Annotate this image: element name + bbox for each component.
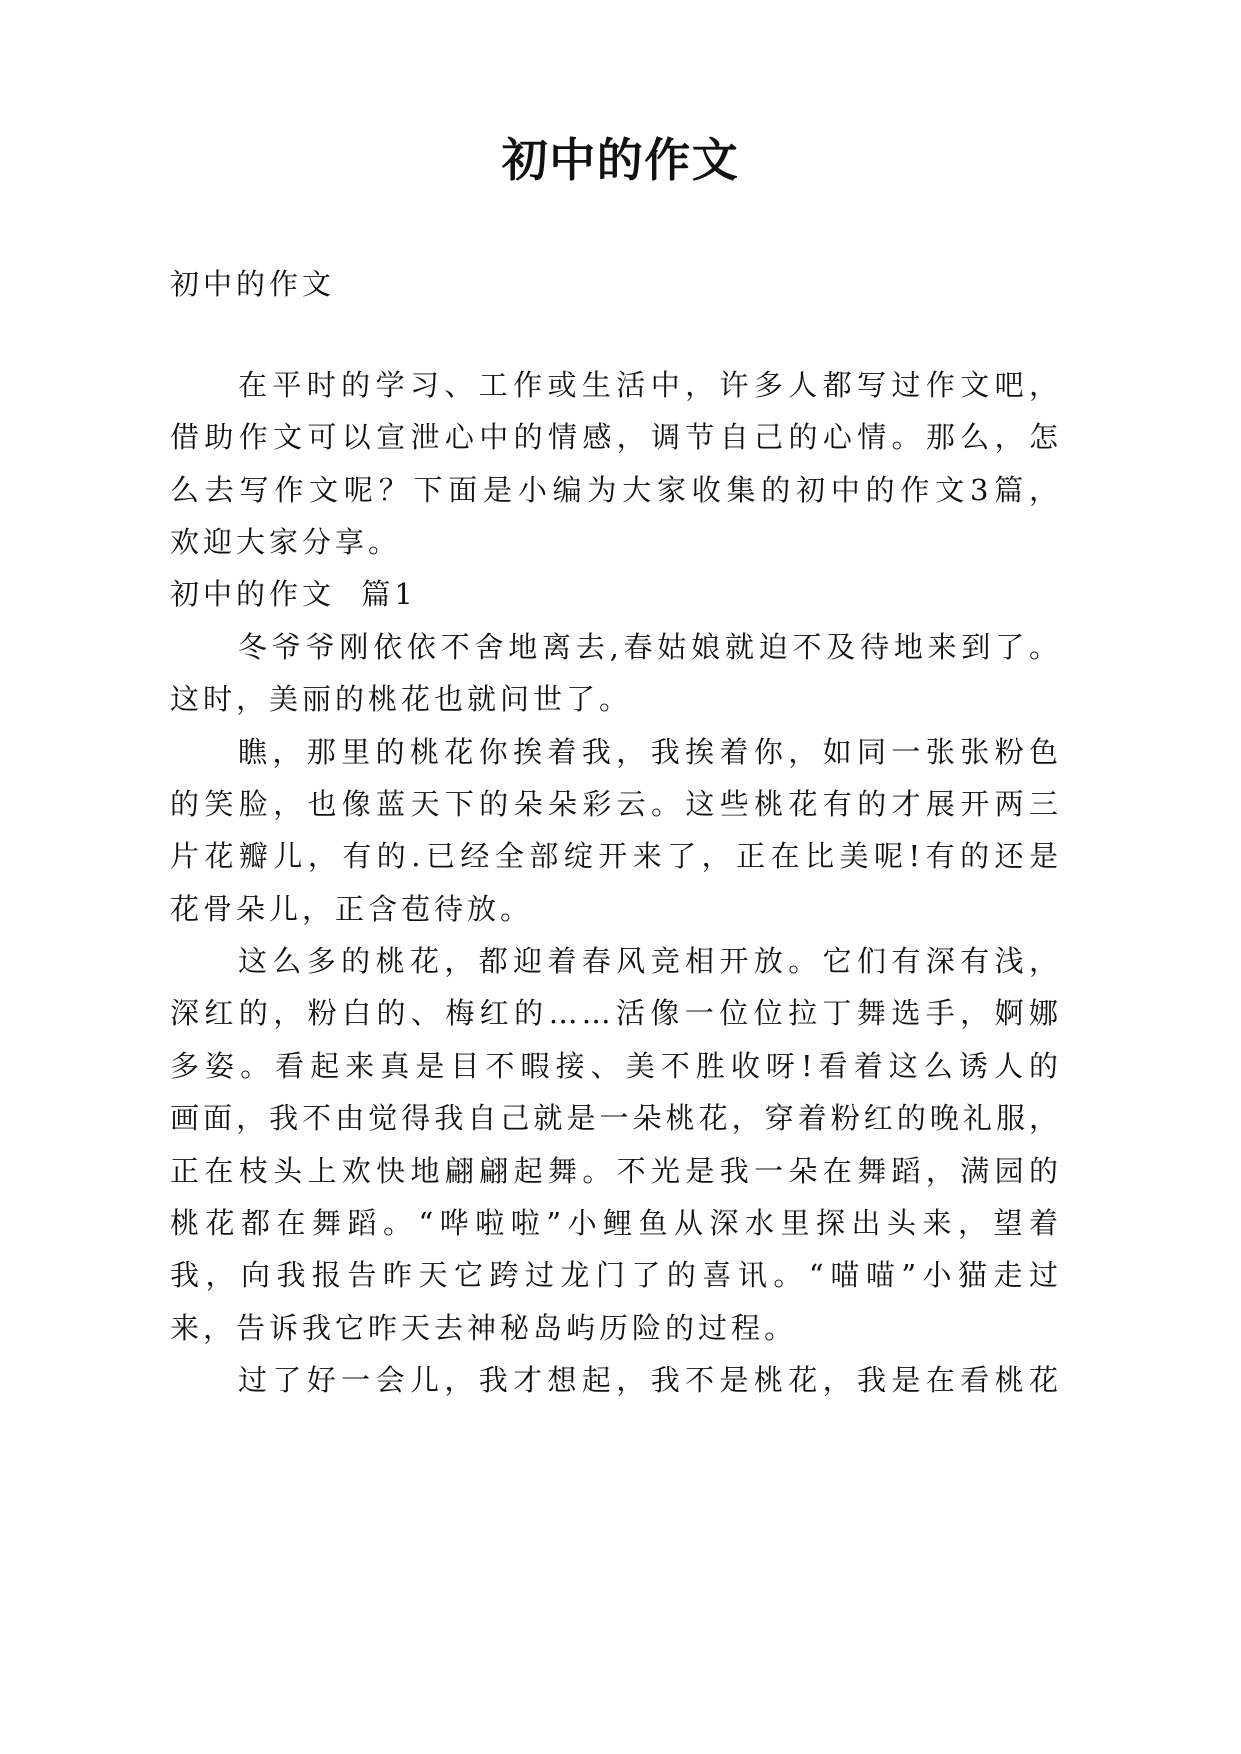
text-line: 桃花都在舞蹈。“哗啦啦”小鲤鱼从深水里探出头来，望着 [170, 1206, 1062, 1241]
text-line: 这么多的桃花，都迎着春风竞相开放。它们有深有浅， [238, 944, 1062, 979]
section-heading: 初中的作文 篇1 [170, 577, 417, 612]
text-line: 我，向我报告昨天它跨过龙门了的喜讯。“喵喵”小猫走过 [170, 1258, 1062, 1293]
text-line: 在平时的学习、工作或生活中，许多人都写过作文吧， [238, 367, 1062, 402]
text-line: 欢迎大家分享。 [170, 524, 402, 559]
text-line: 花骨朵儿，正含苞待放。 [170, 891, 534, 926]
paragraph [170, 935, 1062, 1354]
document-title: 初中的作文 [501, 133, 740, 187]
paragraph [170, 726, 1062, 936]
text-line: 的笑脸，也像蓝天下的朵朵彩云。这些桃花有的才展开两三 [170, 786, 1062, 821]
text-line: 深红的，粉白的、梅红的……活像一位位拉丁舞选手，婀娜 [170, 996, 1062, 1031]
text-line: 正在枝头上欢快地翩翩起舞。不光是我一朵在舞蹈，满园的 [170, 1153, 1062, 1188]
text-line: 多姿。看起来真是目不暇接、美不胜收呀!看着这么诱人的 [170, 1048, 1062, 1083]
text-line: 过了好一会儿，我才想起，我不是桃花，我是在看桃花 [238, 1363, 1062, 1398]
text-line: 冬爷爷刚依依不舍地离去,春姑娘就迫不及待地来到了。 [238, 629, 1062, 664]
text-line: 这时，美丽的桃花也就问世了。 [170, 682, 633, 717]
document-body [170, 258, 1062, 1407]
paragraph [170, 1354, 1062, 1406]
intro-paragraph [170, 359, 1062, 569]
text-line: 借助作文可以宣泄心中的情感，调节自己的心情。那么，怎 [170, 420, 1062, 455]
text-line: 画面，我不由觉得我自己就是一朵桃花，穿着粉红的晚礼服， [170, 1101, 1062, 1136]
text-line: 片花瓣儿，有的.已经全部绽开来了，正在比美呢!有的还是 [170, 839, 1062, 874]
text-line: 瞧，那里的桃花你挨着我，我挨着你，如同一张张粉色 [238, 734, 1062, 769]
document-subtitle: 初中的作文 [170, 267, 336, 301]
paragraph [170, 621, 1062, 726]
text-line: 么去写作文呢？下面是小编为大家收集的初中的作文3篇， [170, 472, 1062, 507]
text-line: 来，告诉我它昨天去神秘岛屿历险的过程。 [170, 1310, 798, 1345]
